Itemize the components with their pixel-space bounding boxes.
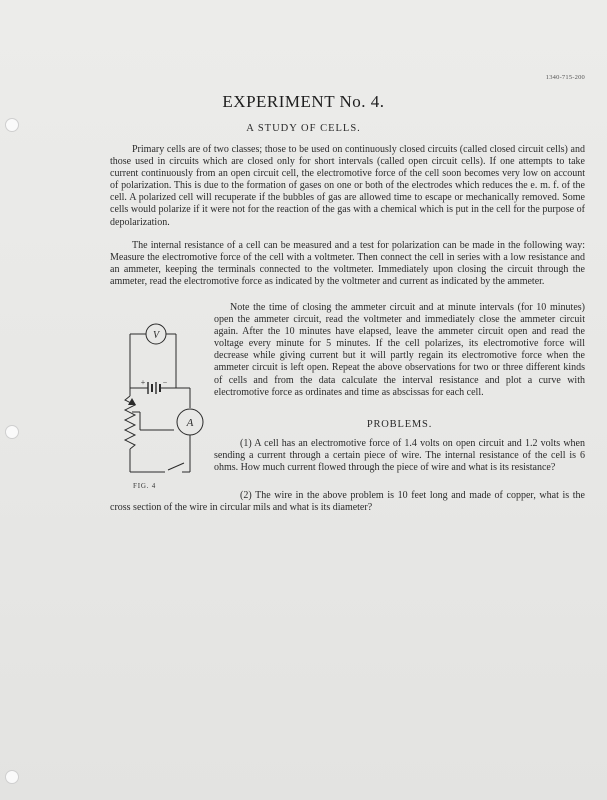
punch-hole-bottom [5,770,19,784]
document-code: 1340-715-200 [545,74,585,81]
figure-caption: FIG. 4 [133,482,157,490]
problems-heading: PROBLEMS. [366,419,433,430]
ammeter-label: A [186,417,194,429]
punch-hole-middle [5,425,19,439]
circuit-switch [168,463,184,470]
circuit-diagram [110,312,210,492]
voltmeter-label: V [152,330,160,341]
battery-plus-label: + [140,378,146,387]
paragraph-internal-resistance: The internal resistance of a cell can be measured and a test for polarization can be made in the following way: Measure the electromotive force of the cell with a voltmeter. Then connect the cell in series with a low resistance and an ammeter, keeping the terminals connected to the voltmeter. Immediately upon closing the circuit through the ammeter, read the electromotive force as indicated by the voltmeter and current as indicated by the ammeter. [110,240,585,288]
problem-1: (1) A cell has an electromotive force of 1.4 volts on open circuit and 1.2 volts when sending a current through a certain piece of wire. The internal resistance of the cell is 6 ohms. How much current flowed through the piece of wire and what is its resistance? [214,438,585,474]
experiment-title: EXPERIMENT No. 4. [222,92,385,111]
battery-symbol [148,382,160,394]
paragraph-procedure: Note the time of closing the ammeter circuit and at minute intervals (for 10 minutes) open the ammeter circuit, read the voltmeter and immediately close the ammeter circuit again. After the 10 minutes have elapsed, leave the ammeter circuit open and read the voltage every minute for 5 minutes. If the cell polarizes, its electromotive force will decrease while giving current but it will partly regain its electromotive force when the ammeter circuit is left open. Repeat the above observations for two or three different kinds of cells and from the data calculate the interval resistance and plot a curve with electromotive force as ordinates and time as abscissas for each cell. [214,302,585,398]
problem-2: (2) The wire in the above problem is 10 feet long and made of copper, what is the cross section of the wire in circular mils and what is its diameter? [110,490,585,514]
paragraph-primary-cells: Primary cells are of two classes; those to be used on continuously closed circuits (called closed circuit cells) and those used in circuits which are closed only for short intervals (called open circuit cells). If one attempts to take current continuously from an open circuit cell, the electromotive force of the cell soon becomes very low on account of polarization. This is due to the formation of gases on one or both of the electrodes which reduces the e. m. f. of the cell. A polarized cell will recuperate if the bubbles of gas are allowed time to escape or mechanically removed. Some cells would polarize if it were not for the reaction of the gas with a chemical which is put in the cell for the purpose of depolarization. [110,144,585,228]
battery-minus-label: − [162,378,168,387]
experiment-subtitle: A STUDY OF CELLS. [246,123,361,134]
